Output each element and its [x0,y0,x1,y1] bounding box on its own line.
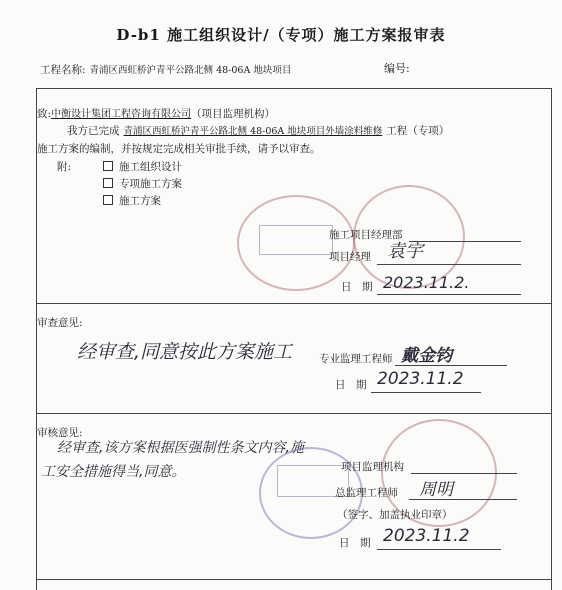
row-divider [37,303,551,304]
checkbox-icon [103,178,113,188]
construction-dept-label: 施工项目经理部 [329,229,403,241]
underline [409,241,521,242]
underline [377,549,501,550]
supervision-org-suffix: （项目监理机构） [191,108,276,120]
chief-engineer-label: 总监理工程师 [335,487,398,499]
date-3: 2023.11.2 [383,526,470,546]
attachments-label: 附: [57,161,72,173]
underline [395,365,507,366]
project-name-row [40,62,291,77]
engineer-label: 专业监理工程师 [319,353,393,365]
completed-suffix: 工程（专项） [386,125,450,137]
chief-engineer-signature: 周明 [419,480,453,500]
underline [411,473,517,474]
date-label: 日 期 [335,379,367,391]
form-title: D-b1 施工组织设计/（专项）施工方案报审表 [116,26,446,44]
attachment-item: 专项施工方案 [103,176,182,191]
engineer-signature: 戴金钧 [401,346,452,366]
underline [377,264,521,265]
form-table [36,88,552,590]
seal-inner-box [259,225,333,255]
number-label: 编号: [384,62,410,75]
project-label: 工程名称: [40,64,86,76]
audit-opinion-line2: 工安全措施得当,同意。 [41,464,186,480]
project-manager-signature: 袁宇 [387,241,423,262]
to-prefix: 致: [37,108,52,120]
attachment-item: 施工组织设计 [103,159,182,174]
underline [409,499,517,500]
date-2: 2023.11.2 [377,369,464,389]
seal-note: （签字、加盖执业印章） [337,509,453,521]
to-line [37,105,275,121]
completed-prefix: 我方已完成 [67,125,120,137]
date-1: 2023.11.2. [383,273,470,292]
row-divider [37,579,551,580]
checkbox-icon [103,195,113,205]
date-label: 日 期 [339,537,371,549]
audit-label: 审核意见: [37,427,83,439]
project-manager-label: 项目经理 [329,251,371,263]
review-label: 审查意见: [37,317,83,329]
underline [371,392,481,393]
review-opinion: 经审查,同意按此方案施工 [77,341,293,363]
supervision-dept-label: 项目监理机构 [341,461,404,473]
request-text: 施工方案的编制，并按规定完成相关审批手续，请予以审查。 [37,143,321,155]
completed-line [67,123,449,138]
project-name: 青浦区西虹桥沪青平公路北侧 48-06A 地块项目 [89,65,292,76]
attachment-item: 施工方案 [103,193,161,208]
supervision-org: 中衡设计集团工程咨询有限公司 [51,109,192,120]
audit-opinion-line1: 经审查,该方案根据医强制性条文内容,施 [57,440,304,456]
date-label: 日 期 [341,281,373,293]
underline [377,294,521,295]
checkbox-icon [103,161,113,171]
row-divider [37,413,551,414]
completed-project: 青浦区西虹桥沪青平公路北侧 48-06A 地块项目外墙涂料维修 [123,126,383,137]
